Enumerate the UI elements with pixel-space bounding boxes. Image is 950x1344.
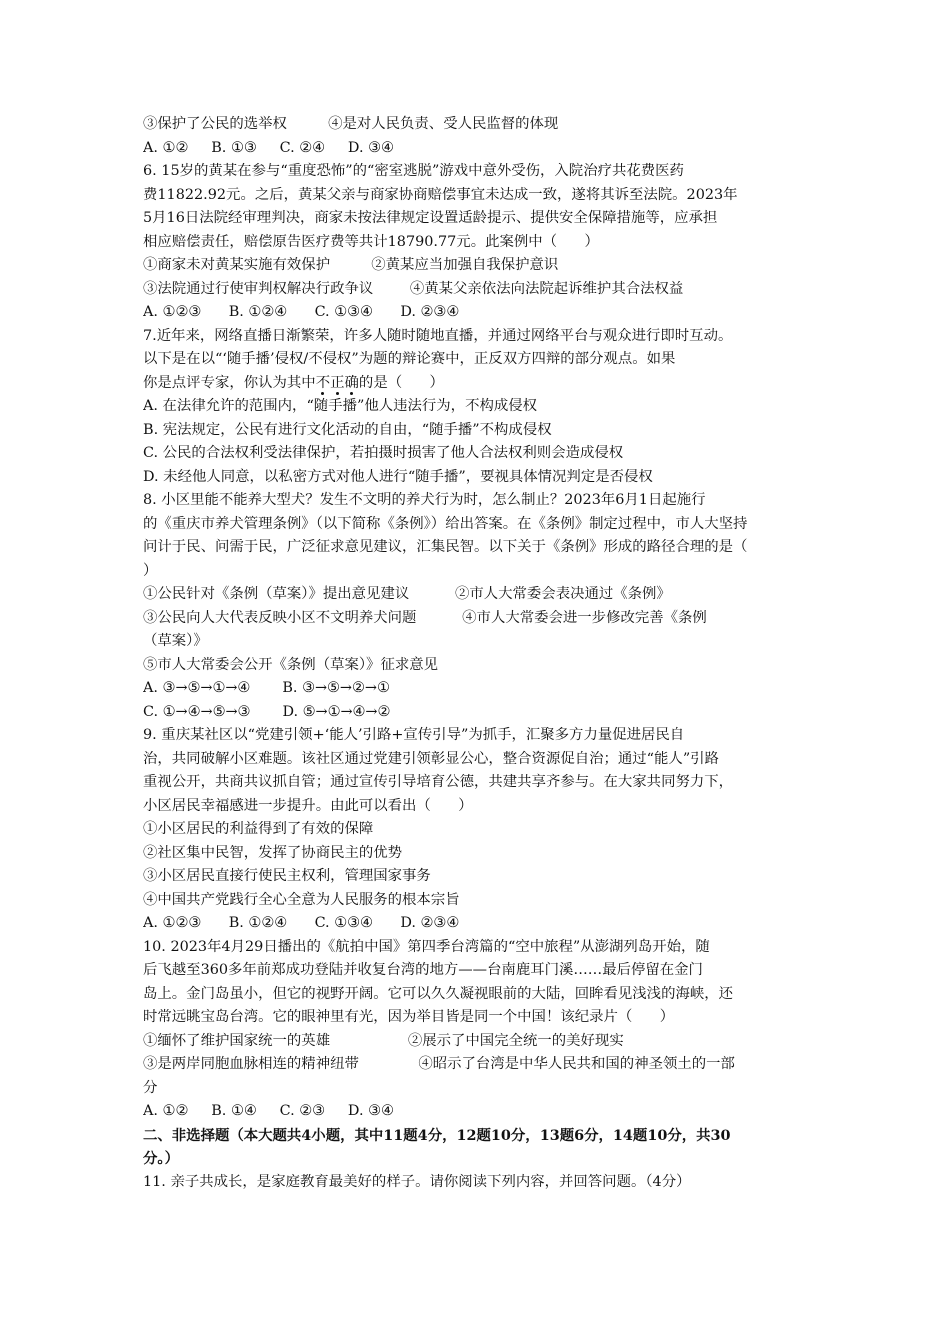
section-2-heading-line-2: 分。） bbox=[143, 1150, 179, 1167]
q10-stem-line-2: 后飞越至360多年前郑成功登陆并收复台湾的地方——台南鹿耳门溪……最后停留在金门 bbox=[143, 962, 703, 978]
section-2-heading-line-1: 二、非选择题（本大题共4小题，其中11题4分，12题10分，13题6分，14题10分，共30 bbox=[143, 1126, 731, 1144]
q10-stem-line-3: 岛上。金门岛虽小，但它的视野开阔。它可以久久凝视眼前的大陆，回眸看见浅浅的海峡，还 bbox=[143, 985, 734, 1002]
q6-stem-line-4: 相应赔偿责任，赔偿原告医疗费等共计18790.77元。此案例中（ ） bbox=[143, 233, 599, 250]
q9-option-2: ②社区集中民智，发挥了协商民主的优势 bbox=[143, 844, 403, 861]
q10-stem-line-4: 时常远眺宝岛台湾。它的眼神里有光，因为举目皆是同一个中国！该纪录片（ ） bbox=[143, 1009, 675, 1025]
q8-options-line-2: ③公民向人大代表反映小区不文明养犬问题 ④市人大常委会进一步修改完善《条例 bbox=[143, 609, 707, 626]
q10-options-line-2: ③是两岸同胞血脉相连的精神纽带 ④昭示了台湾是中华人民共和国的神圣领土的一部 bbox=[143, 1056, 735, 1072]
emphasis-dot-char: 不 bbox=[315, 374, 331, 391]
q8-stem-line-2: 的《重庆市养犬管理条例》（以下简称《条例》）给出答案。在《条例》制定过程中，市人大坚持 bbox=[143, 515, 748, 532]
q10-stem-line-1: 10. 2023年4月29日播出的《航拍中国》第四季台湾篇的“空中旅程”从澎湖列岛开始，随 bbox=[143, 938, 710, 955]
q10-answers: A. ①② B. ①④ C. ②③ D. ③④ bbox=[143, 1103, 394, 1119]
q6-options-line-1: ①商家未对黄某实施有效保护 ②黄某应当加强自我保护意识 bbox=[143, 257, 559, 273]
exam-content bbox=[143, 113, 811, 1194]
q7-option-d: D. 未经他人同意，以私密方式对他人进行“随手播”，要视具体情况判定是否侵权 bbox=[143, 468, 653, 485]
q9-stem-line-2: 治，共同破解小区难题。该社区通过党建引领彰显公心，整合资源促自治；通过“能人”引路 bbox=[143, 750, 719, 767]
q7-option-c: C. 公民的合法权利受法律保护，若拍摄时损害了他人合法权利则会造成侵权 bbox=[143, 445, 624, 461]
q6-stem-line-1: 6. 15岁的黄某在参与“重度恐怖”的“密室逃脱”游戏中意外受伤，入院治疗共花费医药 bbox=[143, 163, 684, 179]
q9-answers: A. ①②③ B. ①②④ C. ①③④ D. ②③④ bbox=[143, 915, 460, 931]
q8-stem-line-4: ） bbox=[143, 562, 158, 579]
q5-answers: A. ①② B. ①③ C. ②④ D. ③④ bbox=[143, 139, 394, 156]
q8-stem-line-1: 8. 小区里能不能养大型犬？发生不文明的养犬行为时，怎么制止？2023年6月1日起施行 bbox=[143, 492, 706, 508]
q9-option-3: ③小区居民直接行使民主权利，管理国家事务 bbox=[143, 868, 431, 884]
q9-option-1: ①小区居民的利益得到了有效的保障 bbox=[143, 821, 374, 837]
q8-answers-line-1: A. ③→⑤→①→④ B. ③→⑤→②→① bbox=[143, 680, 390, 696]
q9-stem-line-1: 9. 重庆某社区以“党建引领+‘能人’引路+宣传引导”为抓手，汇聚多方力量促进居民自 bbox=[143, 727, 685, 743]
q7-stem-post: 的是（ ） bbox=[358, 374, 444, 391]
q8-options-line-3: （草案）》 bbox=[143, 633, 208, 649]
q7-stem-line-3 bbox=[143, 372, 811, 396]
q7-option-a: A. 在法律允许的范围内，“随手播”他人违法行为，不构成侵权 bbox=[143, 398, 538, 414]
q7-stem-pre: 你是点评专家，你认为其中 bbox=[143, 374, 316, 391]
q10-options-line-3: 分 bbox=[143, 1079, 158, 1096]
q5-options-line: ③保护了公民的选举权 ④是对人民负责、受人民监督的体现 bbox=[143, 116, 559, 132]
q9-option-4: ④中国共产党践行全心全意为人民服务的根本宗旨 bbox=[143, 891, 460, 908]
q9-stem-line-4: 小区居民幸福感进一步提升。由此可以看出（ ） bbox=[143, 797, 473, 814]
q7-stem-line-2: 以下是在以“‘随手播’侵权/不侵权”为题的辩论赛中，正反双方四辩的部分观点。如果 bbox=[143, 351, 676, 367]
q6-answers: A. ①②③ B. ①②④ C. ①③④ D. ②③④ bbox=[143, 304, 460, 320]
q8-answers-line-2: C. ①→④→⑤→③ D. ⑤→①→④→② bbox=[143, 703, 391, 720]
q10-options-line-1: ①缅怀了维护国家统一的英雄 ②展示了中国完全统一的美好现实 bbox=[143, 1032, 624, 1049]
q7-stem-line-1: 7.近年来，网络直播日渐繁荣，许多人随时随地直播，并通过网络平台与观众进行即时互动。 bbox=[143, 327, 733, 344]
q6-options-line-2: ③法院通过行使审判权解决行政争议 ④黄某父亲依法向法院起诉维护其合法权益 bbox=[143, 280, 684, 297]
q7-option-b: B. 宪法规定，公民有进行文化活动的自由，“随手播”不构成侵权 bbox=[143, 421, 552, 438]
q8-options-line-1: ①公民针对《条例（草案）》提出意见建议 ②市人大常委会表决通过《条例》 bbox=[143, 586, 671, 602]
q6-stem-line-2: 费11822.92元。之后，黄某父亲与商家协商赔偿事宜未达成一致，遂将其诉至法院。2023年 bbox=[143, 186, 738, 203]
q6-stem-line-3: 5月16日法院经审理判决，商家未按法律规定设置适龄提示、提供安全保障措施等，应承担 bbox=[143, 210, 718, 226]
q8-stem-line-3: 问计于民、问需于民，广泛征求意见建议，汇集民智。以下关于《条例》形成的路径合理的是（ bbox=[143, 539, 748, 555]
emphasis-dot-char: 正 bbox=[330, 374, 345, 391]
emphasis-dot-char: 确 bbox=[344, 374, 359, 391]
q9-stem-line-3: 重视公开，共商共议抓自管；通过宣传引导培育公德，共建共享齐参与。在大家共同努力下， bbox=[143, 774, 734, 790]
q11-stem: 11. 亲子共成长，是家庭教育最美好的样子。请你阅读下列内容，并回答问题。（4分） bbox=[143, 1173, 691, 1190]
q8-options-line-4: ⑤市人大常委会公开《条例（草案）》征求意见 bbox=[143, 656, 439, 673]
